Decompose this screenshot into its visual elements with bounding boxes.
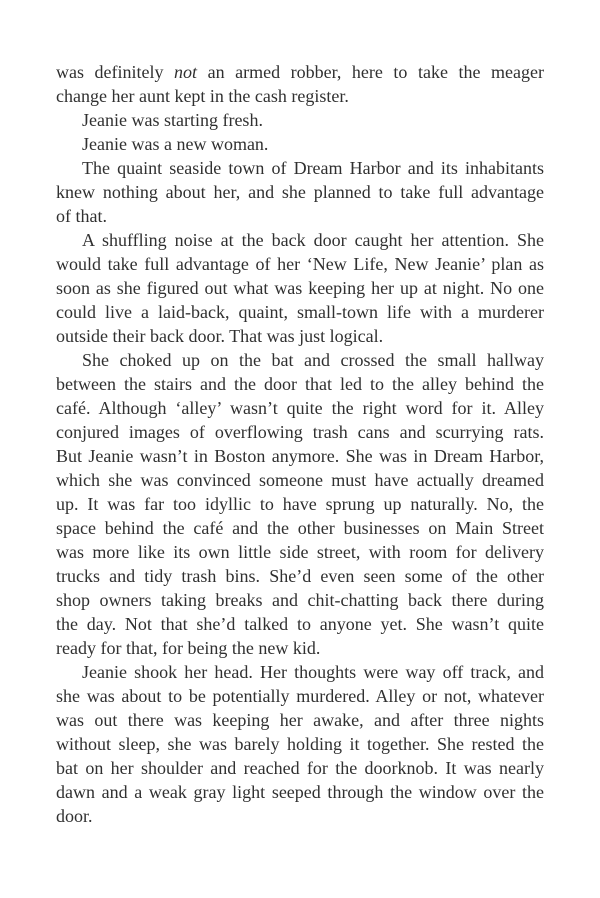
text-line: Jeanie shook her head. Her thoughts were way off track, and [82,662,544,682]
text-line: would take full advantage of her ‘New Life, New Jeanie’ plan as [56,254,544,274]
text-line: up. It was far too idyllic to have sprung up naturally. No, the [56,494,544,514]
text-line: bat on her shoulder and reached for the doorknob. It was nearly [56,758,544,778]
text-line: But Jeanie wasn’t in Boston anymore. She was in Dream Harbor, [56,446,544,466]
text-line: knew nothing about her, and she planned to take full advantage [56,182,544,202]
text-line: café. Although ‘alley’ wasn’t quite the right word for it. Alley [56,398,544,418]
text-line: the day. Not that she’d talked to anyone yet. She wasn’t quite [56,614,544,634]
text-line: shop owners taking breaks and chit-chatting back there during [56,590,544,610]
reading-text [56,60,544,828]
text-line: which she was convinced someone must have actually dreamed [56,470,544,490]
text-line: ready for that, for being the new kid. [56,638,321,658]
text-line: was more like its own little side street, with room for delivery [56,542,544,562]
text-line: The quaint seaside town of Dream Harbor and its inhabitants [82,158,544,178]
text-line: conjured images of overflowing trash cans and scurrying rats. [56,422,544,442]
text-line: change her aunt kept in the cash register. [56,86,349,106]
text-line: outside their back door. That was just logical. [56,326,384,346]
text-line: She choked up on the bat and crossed the small hallway [82,350,544,370]
text-line: soon as she figured out what was keeping her up at night. No one [56,278,544,298]
text-line: Jeanie was starting fresh. [82,110,263,130]
text-line: trucks and tidy trash bins. She’d even seen some of the other [56,566,544,586]
text-line: door. [56,806,93,826]
text-line: dawn and a weak gray light seeped through the window over the [56,782,544,802]
text-line: could live a laid-back, quaint, small-town life with a murderer [56,302,544,322]
text-line: between the stairs and the door that led to the alley behind the [56,374,544,394]
text-line: space behind the café and the other businesses on Main Street [56,518,544,538]
text-line: she was about to be potentially murdered. Alley or not, whatever [56,686,544,706]
text-line: without sleep, she was barely holding it together. She rested the [56,734,544,754]
text-line: was definitely not an armed robber, here to take the meager [56,62,544,82]
text-line: Jeanie was a new woman. [82,134,269,154]
text-line: of that. [56,206,107,226]
text-line: was out there was keeping her awake, and after three nights [56,710,544,730]
text-line: A shuffling noise at the back door caught her attention. She [82,230,544,250]
